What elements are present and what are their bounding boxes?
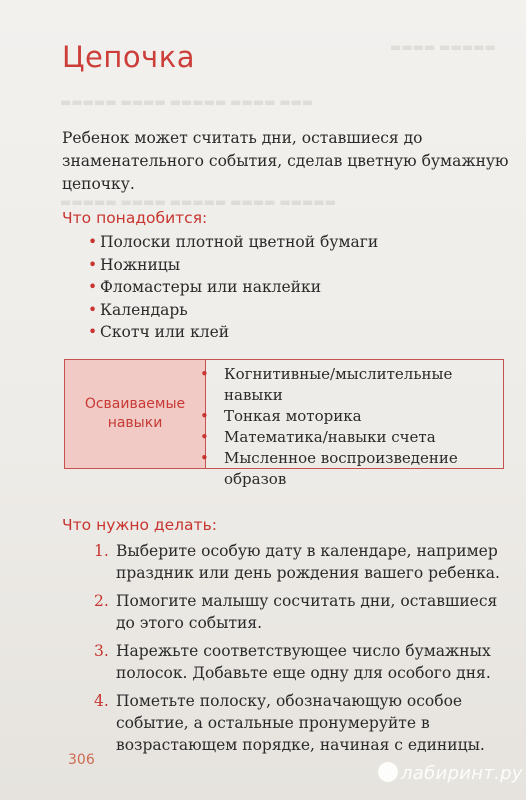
list-item: • Фломастеры или наклейки xyxy=(88,276,378,299)
step-number: 4. xyxy=(94,692,109,710)
list-item: • Ножницы xyxy=(88,254,378,277)
list-item: • Когнитивные/мыслительные навыки xyxy=(200,365,453,404)
step-number: 2. xyxy=(94,592,109,610)
labirint-logo-icon xyxy=(378,762,398,782)
skills-table xyxy=(64,359,504,488)
bullet-icon: • xyxy=(200,449,209,467)
step-number: 3. xyxy=(94,642,109,660)
list-item: • Календарь xyxy=(88,299,378,322)
steps-list xyxy=(94,540,514,762)
step-text: Нарежьте соответствующее число бумажных полосок. Добавьте еще одну для особого дня. xyxy=(116,642,491,682)
list-item: • Математика/навыки счета xyxy=(200,428,436,446)
page-number: 306 xyxy=(68,752,95,768)
list-item xyxy=(94,690,514,756)
materials-list xyxy=(88,231,378,344)
bleed-through-text: ▬▬▬▬▬ ▬▬▬▬ ▬▬▬▬▬ ▬▬▬▬ ▬▬▬▬▬ xyxy=(60,195,337,209)
bullet-icon: • xyxy=(200,407,209,425)
steps-heading: Что нужно делать: xyxy=(62,516,217,534)
page-title: Цепочка xyxy=(62,40,195,74)
bullet-icon: • xyxy=(200,428,209,446)
skills-label: Осваиваемые навыки xyxy=(65,360,206,468)
list-item: • Мысленное воспроизведение образов xyxy=(200,449,458,488)
step-text: Помогите малышу сосчитать дни, оставшиеся до этого события. xyxy=(116,592,498,632)
bullet-icon: • xyxy=(200,365,209,383)
list-item xyxy=(94,540,514,584)
bullet-icon: • xyxy=(88,278,98,296)
watermark: лабиринт.ру xyxy=(378,762,523,784)
bleed-through-text: ▬▬▬▬ ▬▬▬▬▬ xyxy=(390,40,496,54)
bleed-through-text: ▬▬▬▬▬ ▬▬▬▬ ▬▬▬▬▬ ▬▬▬▬ ▬▬▬ xyxy=(60,95,314,109)
list-item xyxy=(94,590,514,634)
step-number: 1. xyxy=(94,542,109,560)
materials-heading: Что понадобится: xyxy=(62,209,208,227)
list-item: • Скотч или клей xyxy=(88,321,378,344)
bullet-icon: • xyxy=(88,255,98,274)
bullet-icon: • xyxy=(88,323,98,341)
list-item: • Полоски плотной цветной бумаги xyxy=(88,231,378,254)
list-item xyxy=(94,640,514,684)
step-text: Пометьте полоску, обозначающую особое событие, а остальные пронумеруйте в возрастающем порядке, начиная с единицы. xyxy=(116,692,485,754)
bullet-icon: • xyxy=(88,233,98,251)
intro-paragraph: Ребенок может считать дни, оставшиеся до знаменательного события, сделав цветную бумажную цепочку. xyxy=(62,129,509,193)
step-text: Выберите особую дату в календаре, например праздник или день рождения вашего ребенка. xyxy=(116,542,500,582)
bullet-icon: • xyxy=(88,300,98,319)
skills-list xyxy=(200,360,503,488)
list-item: • Тонкая моторика xyxy=(200,407,362,425)
